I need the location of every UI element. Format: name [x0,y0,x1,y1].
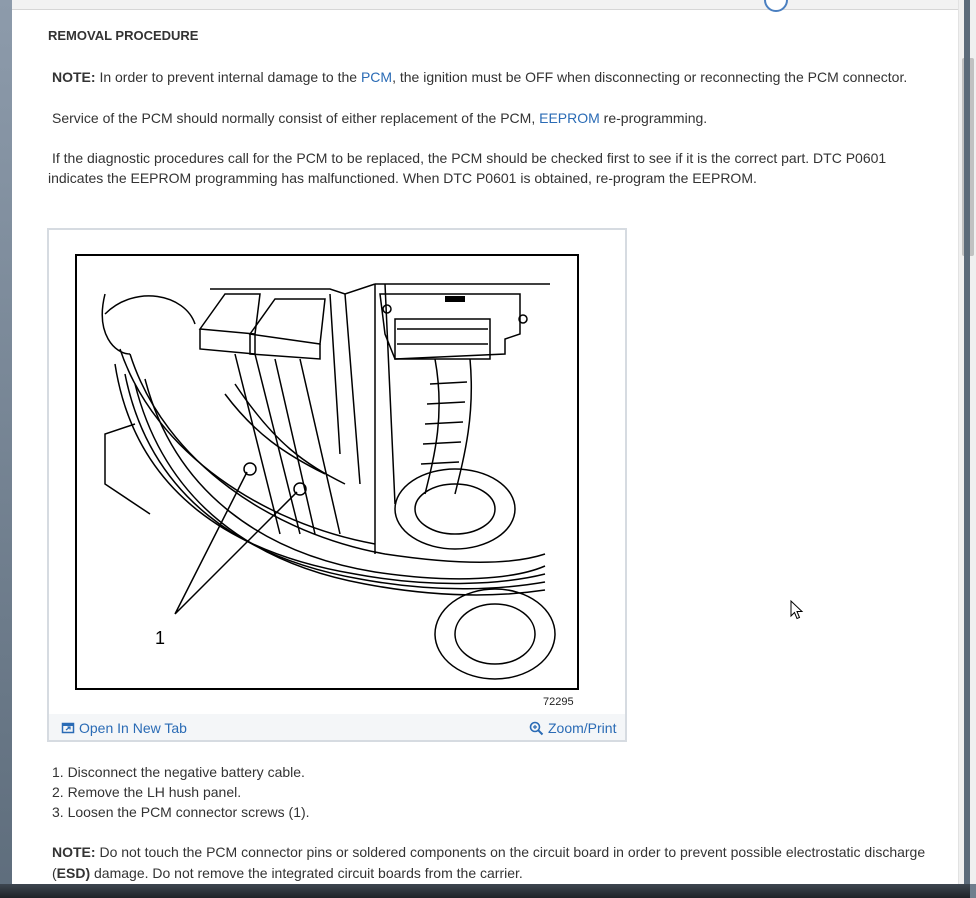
esd-abbreviation: ESD) [56,865,91,881]
desktop-background-left [0,0,12,898]
zoom-print-label: Zoom/Print [548,720,617,736]
pcm-connector-diagram [75,254,579,690]
note-text-end: , the ignition must be OFF when disconnecting or reconnecting the PCM connector. [392,69,908,85]
taskbar-edge [0,884,970,898]
eeprom-link[interactable]: EEPROM [539,110,600,126]
esd-note-text-start: Do not touch the PCM connector pins or soldered components on the circuit board in order to prevent possible electrostatic discharge ( [52,844,926,881]
service-text-end: re-programming. [599,110,708,126]
callout-label: 1 [155,628,166,648]
service-paragraph [48,108,928,128]
open-in-new-tab-label: Open In New Tab [79,720,187,736]
step-item: 3. Loosen the PCM connector screws (1). [52,804,310,820]
note-paragraph [48,67,928,87]
figure-toolbar [49,714,625,740]
service-text-start: Service of the PCM should normally consist of either replacement of the PCM, [52,110,540,126]
window-top-edge [12,0,958,10]
esd-note-paragraph [48,842,928,884]
magnifier-icon [529,721,544,736]
open-in-new-tab-icon [61,721,75,735]
step-item: 1. Disconnect the negative battery cable. [52,764,305,780]
article-content [48,28,928,188]
document-window [12,0,958,884]
diagnostic-paragraph: If the diagnostic procedures call for the PCM to be replaced, the PCM should be checked first to see if it is the correct part. DTC P0601 indicates the EEPROM programming has malfunctioned. When DTC P0601 is obtained, re-program the EEPROM. [48,150,887,186]
toolbar-circle-icon[interactable] [764,0,788,12]
pcm-link[interactable]: PCM [360,69,393,85]
open-in-new-tab-link[interactable] [61,720,187,736]
desktop-background-right [964,0,970,898]
note-label: NOTE: [52,844,96,860]
figure-number: 72295 [543,696,574,708]
esd-note-text-end: damage. Do not remove the integrated circuit boards from the carrier. [90,865,523,881]
zoom-print-link[interactable] [529,720,616,736]
note-text-start: In order to prevent internal damage to the [95,69,361,85]
figure-panel [47,228,627,742]
note-label: NOTE: [52,69,96,85]
section-heading: REMOVAL PROCEDURE [48,28,199,43]
mouse-cursor-icon [790,600,804,620]
procedure-steps [52,762,310,822]
step-item: 2. Remove the LH hush panel. [52,784,242,800]
diagram-border [76,255,578,689]
